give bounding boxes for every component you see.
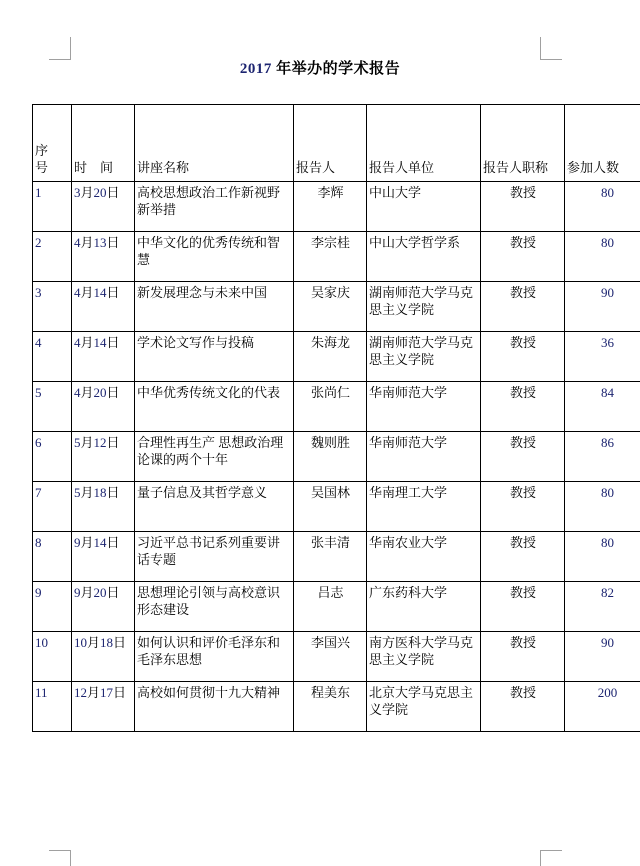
table-cell: 湖南师范大学马克思主义学院 — [367, 332, 481, 382]
table-header — [33, 105, 640, 182]
table-row — [33, 532, 640, 582]
table-cell: 4月20日 — [72, 382, 135, 432]
table-cell: 5 — [33, 382, 72, 432]
table-cell: 80 — [565, 532, 640, 582]
table-cell: 200 — [565, 682, 640, 732]
column-header: 讲座名称 — [135, 105, 294, 182]
table-cell: 4月13日 — [72, 232, 135, 282]
table-cell: 2 — [33, 232, 72, 282]
table-cell: 教授 — [481, 682, 565, 732]
table-cell: 中山大学 — [367, 182, 481, 232]
column-header: 时 间 — [72, 105, 135, 182]
table-cell: 新发展理念与未来中国 — [135, 282, 294, 332]
table-cell: 如何认识和评价毛泽东和毛泽东思想 — [135, 632, 294, 682]
table-cell: 6 — [33, 432, 72, 482]
column-header: 报告人单位 — [367, 105, 481, 182]
table-cell: 90 — [565, 282, 640, 332]
table-cell: 9月20日 — [72, 582, 135, 632]
table-cell: 合理性再生产 思想政治理论课的两个十年 — [135, 432, 294, 482]
table-cell: 10月18日 — [72, 632, 135, 682]
table-cell: 华南师范大学 — [367, 382, 481, 432]
table-cell: 5月12日 — [72, 432, 135, 482]
margin-crop-mark-bottom-right — [540, 850, 562, 866]
table-cell: 90 — [565, 632, 640, 682]
table-row — [33, 482, 640, 532]
table-cell: 华南农业大学 — [367, 532, 481, 582]
table-row — [33, 432, 640, 482]
column-header: 参加人数 — [565, 105, 640, 182]
table-row — [33, 682, 640, 732]
table-cell: 80 — [565, 482, 640, 532]
table-cell: 12月17日 — [72, 682, 135, 732]
table-cell: 程美东 — [294, 682, 367, 732]
table-cell: 李宗桂 — [294, 232, 367, 282]
table-cell: 4月14日 — [72, 282, 135, 332]
table-cell: 11 — [33, 682, 72, 732]
table-cell: 教授 — [481, 532, 565, 582]
table-cell: 教授 — [481, 232, 565, 282]
table-cell: 教授 — [481, 282, 565, 332]
table-cell: 3 — [33, 282, 72, 332]
table-cell: 中华优秀传统文化的代表 — [135, 382, 294, 432]
table-row — [33, 582, 640, 632]
table-body — [33, 182, 640, 732]
table-cell: 湖南师范大学马克思主义学院 — [367, 282, 481, 332]
table-row — [33, 282, 640, 332]
table-cell: 10 — [33, 632, 72, 682]
header-row — [33, 105, 640, 182]
table-cell: 吕志 — [294, 582, 367, 632]
table-cell: 张尚仁 — [294, 382, 367, 432]
table-cell: 教授 — [481, 482, 565, 532]
table-cell: 高校思想政治工作新视野新举措 — [135, 182, 294, 232]
table-cell: 82 — [565, 582, 640, 632]
lecture-report-table — [32, 104, 640, 732]
table-cell: 80 — [565, 182, 640, 232]
table-cell: 84 — [565, 382, 640, 432]
table-row — [33, 632, 640, 682]
table-cell: 李辉 — [294, 182, 367, 232]
table-cell: 4月14日 — [72, 332, 135, 382]
table-cell: 学术论文写作与投稿 — [135, 332, 294, 382]
table-cell: 教授 — [481, 632, 565, 682]
table-cell: 教授 — [481, 382, 565, 432]
table-cell: 华南师范大学 — [367, 432, 481, 482]
table-cell: 高校如何贯彻十九大精神 — [135, 682, 294, 732]
table-cell: 魏则胜 — [294, 432, 367, 482]
table-cell: 教授 — [481, 182, 565, 232]
table-cell: 教授 — [481, 332, 565, 382]
table-cell: 北京大学马克思主义学院 — [367, 682, 481, 732]
margin-crop-mark-bottom-left — [49, 850, 71, 866]
table-cell: 36 — [565, 332, 640, 382]
table-cell: 朱海龙 — [294, 332, 367, 382]
column-header: 序号 — [33, 105, 72, 182]
column-header: 报告人职称 — [481, 105, 565, 182]
table-cell: 李国兴 — [294, 632, 367, 682]
table-cell: 7 — [33, 482, 72, 532]
table-row — [33, 332, 640, 382]
table-cell: 思想理论引领与高校意识形态建设 — [135, 582, 294, 632]
table-cell: 中山大学哲学系 — [367, 232, 481, 282]
table-cell: 张丰清 — [294, 532, 367, 582]
page-title: 2017 年举办的学术报告 — [239, 61, 401, 77]
table-cell: 教授 — [481, 432, 565, 482]
table-cell: 3月20日 — [72, 182, 135, 232]
table-cell: 1 — [33, 182, 72, 232]
table-cell: 中华文化的优秀传统和智慧 — [135, 232, 294, 282]
table-cell: 80 — [565, 232, 640, 282]
table-cell: 9 — [33, 582, 72, 632]
table-row — [33, 182, 640, 232]
table-cell: 4 — [33, 332, 72, 382]
table-cell: 量子信息及其哲学意义 — [135, 482, 294, 532]
table-cell: 广东药科大学 — [367, 582, 481, 632]
table-cell: 吴家庆 — [294, 282, 367, 332]
table-cell: 5月18日 — [72, 482, 135, 532]
table-row — [33, 232, 640, 282]
table-cell: 86 — [565, 432, 640, 482]
table-cell: 9月14日 — [72, 532, 135, 582]
table-cell: 吴国林 — [294, 482, 367, 532]
table-cell: 教授 — [481, 582, 565, 632]
table-cell: 习近平总书记系列重要讲话专题 — [135, 532, 294, 582]
column-header: 报告人 — [294, 105, 367, 182]
table-cell: 8 — [33, 532, 72, 582]
table-row — [33, 382, 640, 432]
table-cell: 华南理工大学 — [367, 482, 481, 532]
table-cell: 南方医科大学马克思主义学院 — [367, 632, 481, 682]
